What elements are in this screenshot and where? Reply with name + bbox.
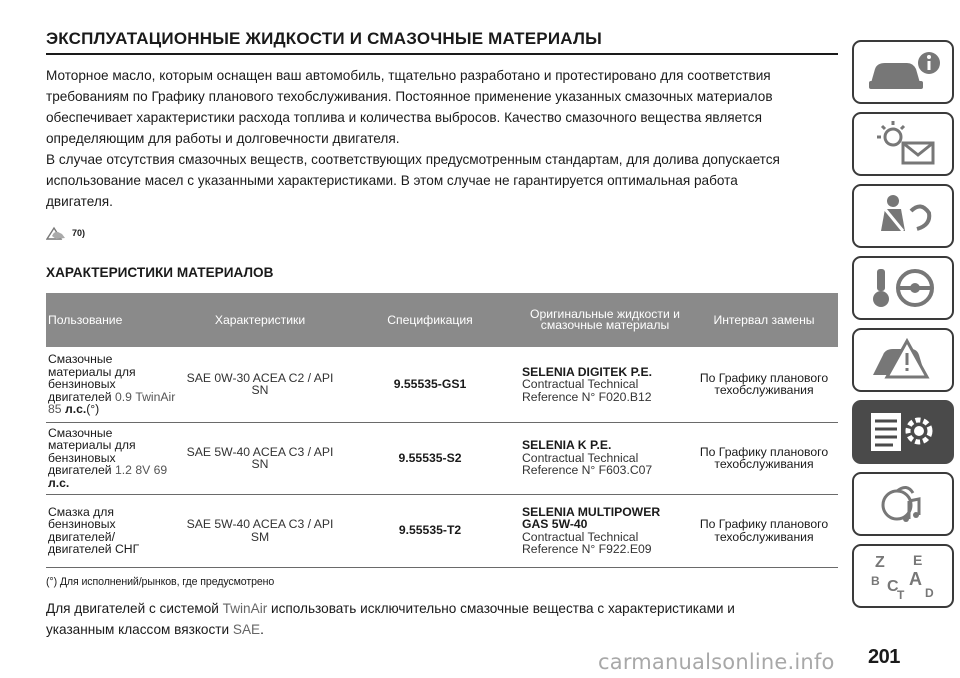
table-row bbox=[46, 422, 838, 494]
header-usage: Пользование bbox=[46, 293, 180, 347]
page-number: 201 bbox=[868, 646, 900, 668]
header-original-fluids: Оригинальные жидкости и смазочные материалы bbox=[520, 293, 690, 347]
usage-text: Смазочные материалы для бензиновых двигателей bbox=[48, 352, 136, 404]
outro-text: указанным классом вязкости bbox=[46, 621, 233, 637]
footnote-marker: (°) bbox=[86, 402, 100, 416]
header-specification: Спецификация bbox=[340, 293, 520, 347]
cell-original-fluid bbox=[520, 422, 690, 494]
cell-characteristics: SAE 5W-40 ACEA C3 / API SN bbox=[180, 422, 340, 494]
sae-term: SAE bbox=[232, 621, 261, 637]
oil-name: SELENIA MULTIPOWER GAS 5W-40 bbox=[522, 504, 661, 531]
cell-interval: По Графику планового техобслуживания bbox=[690, 422, 838, 494]
table-row bbox=[46, 494, 838, 567]
warning-note[interactable] bbox=[46, 224, 838, 242]
intro-paragraph-2 bbox=[46, 149, 838, 212]
cell-specification: 9.55535-T2 bbox=[340, 494, 520, 567]
header-characteristics: Характеристики bbox=[180, 293, 340, 347]
intro-line: определяющим для работы и долговечности двигателя. bbox=[46, 131, 400, 146]
oil-reference: Contractual Technical Reference N° F603.C07 bbox=[522, 450, 653, 478]
oil-reference: Contractual Technical Reference N° F922.E09 bbox=[522, 529, 652, 556]
key-steering-icon bbox=[863, 263, 943, 313]
cell-interval: По Графику планового техобслуживания bbox=[690, 494, 838, 567]
intro-paragraph bbox=[46, 65, 838, 149]
usage-text: Смазочные материалы для бензиновых двигателей bbox=[48, 425, 136, 478]
car-info-icon bbox=[863, 47, 943, 97]
intro-line: требованиям по Графику планового техобслуживания. Постоянное применение указанных смазочных материалов bbox=[46, 89, 773, 104]
engine-text: 0.9 TwinAir 85 bbox=[48, 389, 176, 416]
header-interval: Интервал замены bbox=[690, 293, 838, 347]
cell-specification: 9.55535-GS1 bbox=[340, 347, 520, 422]
footnote-text: Для исполнений/рынков, где предусмотрено bbox=[59, 575, 275, 588]
twinair-term: TwinAir bbox=[222, 600, 268, 616]
tab-emergency[interactable] bbox=[852, 328, 954, 392]
outro-paragraph bbox=[46, 598, 838, 640]
tab-multimedia[interactable] bbox=[852, 472, 954, 536]
cell-usage: Смазка для бензиновых двигателей/ двигателей СНГ bbox=[46, 494, 180, 567]
lubricants-table bbox=[46, 293, 838, 568]
outro-text: использовать исключительно смазочные вещества с характеристиками и bbox=[267, 600, 735, 616]
warning-reference: 70) bbox=[72, 228, 86, 238]
outro-line bbox=[46, 619, 838, 640]
maintenance-icon bbox=[863, 407, 943, 457]
index-letter: E bbox=[913, 552, 923, 568]
page-title: ЭКСПЛУАТАЦИОННЫЕ ЖИДКОСТИ И СМАЗОЧНЫЕ МАТЕРИАЛЫ bbox=[46, 29, 602, 48]
index-letter: D bbox=[925, 586, 934, 600]
seatbelt-airbag-icon bbox=[863, 191, 943, 241]
page-content bbox=[46, 28, 838, 640]
emergency-icon bbox=[863, 335, 943, 385]
table-footnote bbox=[46, 576, 838, 588]
oil-name: SELENIA K P.E. bbox=[522, 438, 612, 453]
intro-line: Моторное масло, которым оснащен ваш автомобиль, тщательно разработано и протестировано для соответствия bbox=[46, 68, 771, 83]
cell-characteristics: SAE 5W-40 ACEA C3 / API SM bbox=[180, 494, 340, 567]
watermark: carmanualsonline.info bbox=[598, 650, 835, 674]
index-letter: C bbox=[887, 578, 899, 595]
tab-car-info[interactable] bbox=[852, 40, 954, 104]
alphabetical-index-icon bbox=[863, 551, 943, 601]
cell-usage bbox=[46, 347, 180, 422]
tab-warning-lights[interactable] bbox=[852, 112, 954, 176]
index-letter: T bbox=[897, 588, 905, 601]
unit-text: л.с. bbox=[48, 475, 70, 490]
tab-safety[interactable] bbox=[852, 184, 954, 248]
multimedia-icon bbox=[863, 479, 943, 529]
tab-maintenance[interactable] bbox=[852, 400, 954, 464]
outro-line bbox=[46, 598, 838, 619]
oil-reference: Contractual Technical Reference N° F020.B12 bbox=[522, 377, 652, 404]
cell-original-fluid bbox=[520, 494, 690, 567]
footnote-marker: (°) bbox=[46, 575, 57, 588]
warning-hand-icon bbox=[46, 225, 68, 241]
index-letter: B bbox=[871, 574, 880, 588]
outro-text: Для двигателей с системой bbox=[46, 600, 223, 616]
engine-power: 69 bbox=[153, 463, 168, 478]
title-rule bbox=[46, 53, 838, 55]
warning-lights-icon bbox=[863, 119, 943, 169]
intro-line: В случае отсутствия смазочных веществ, соответствующих предусмотренным стандартам, для долива допускается bbox=[46, 152, 780, 167]
cell-usage bbox=[46, 422, 180, 494]
cell-original-fluid bbox=[520, 347, 690, 422]
section-title: ХАРАКТЕРИСТИКИ МАТЕРИАЛОВ bbox=[46, 265, 274, 280]
table-row bbox=[46, 347, 838, 422]
index-letter: A bbox=[909, 569, 922, 589]
cell-specification: 9.55535-S2 bbox=[340, 422, 520, 494]
cell-interval: По Графику планового техобслуживания bbox=[690, 347, 838, 422]
index-letter: Z bbox=[875, 554, 885, 571]
intro-line: обеспечивает характеристики расхода топлива и количества выбросов. Качество смазочного вещества является bbox=[46, 110, 762, 125]
unit-text: л.с. bbox=[64, 402, 87, 416]
engine-text: 1.2 8V bbox=[115, 463, 151, 478]
tab-index[interactable] bbox=[852, 544, 954, 608]
intro-line: двигателя. bbox=[46, 194, 113, 209]
intro-line: использование масел с указанными характеристиками. В этом случае не гарантируется оптимальная работа bbox=[46, 173, 738, 188]
cell-characteristics: SAE 0W-30 ACEA C2 / API SN bbox=[180, 347, 340, 422]
oil-name: SELENIA DIGITEK P.E. bbox=[522, 364, 653, 379]
tab-starting-driving[interactable] bbox=[852, 256, 954, 320]
table-header-row bbox=[46, 293, 838, 347]
outro-text: . bbox=[260, 621, 264, 637]
